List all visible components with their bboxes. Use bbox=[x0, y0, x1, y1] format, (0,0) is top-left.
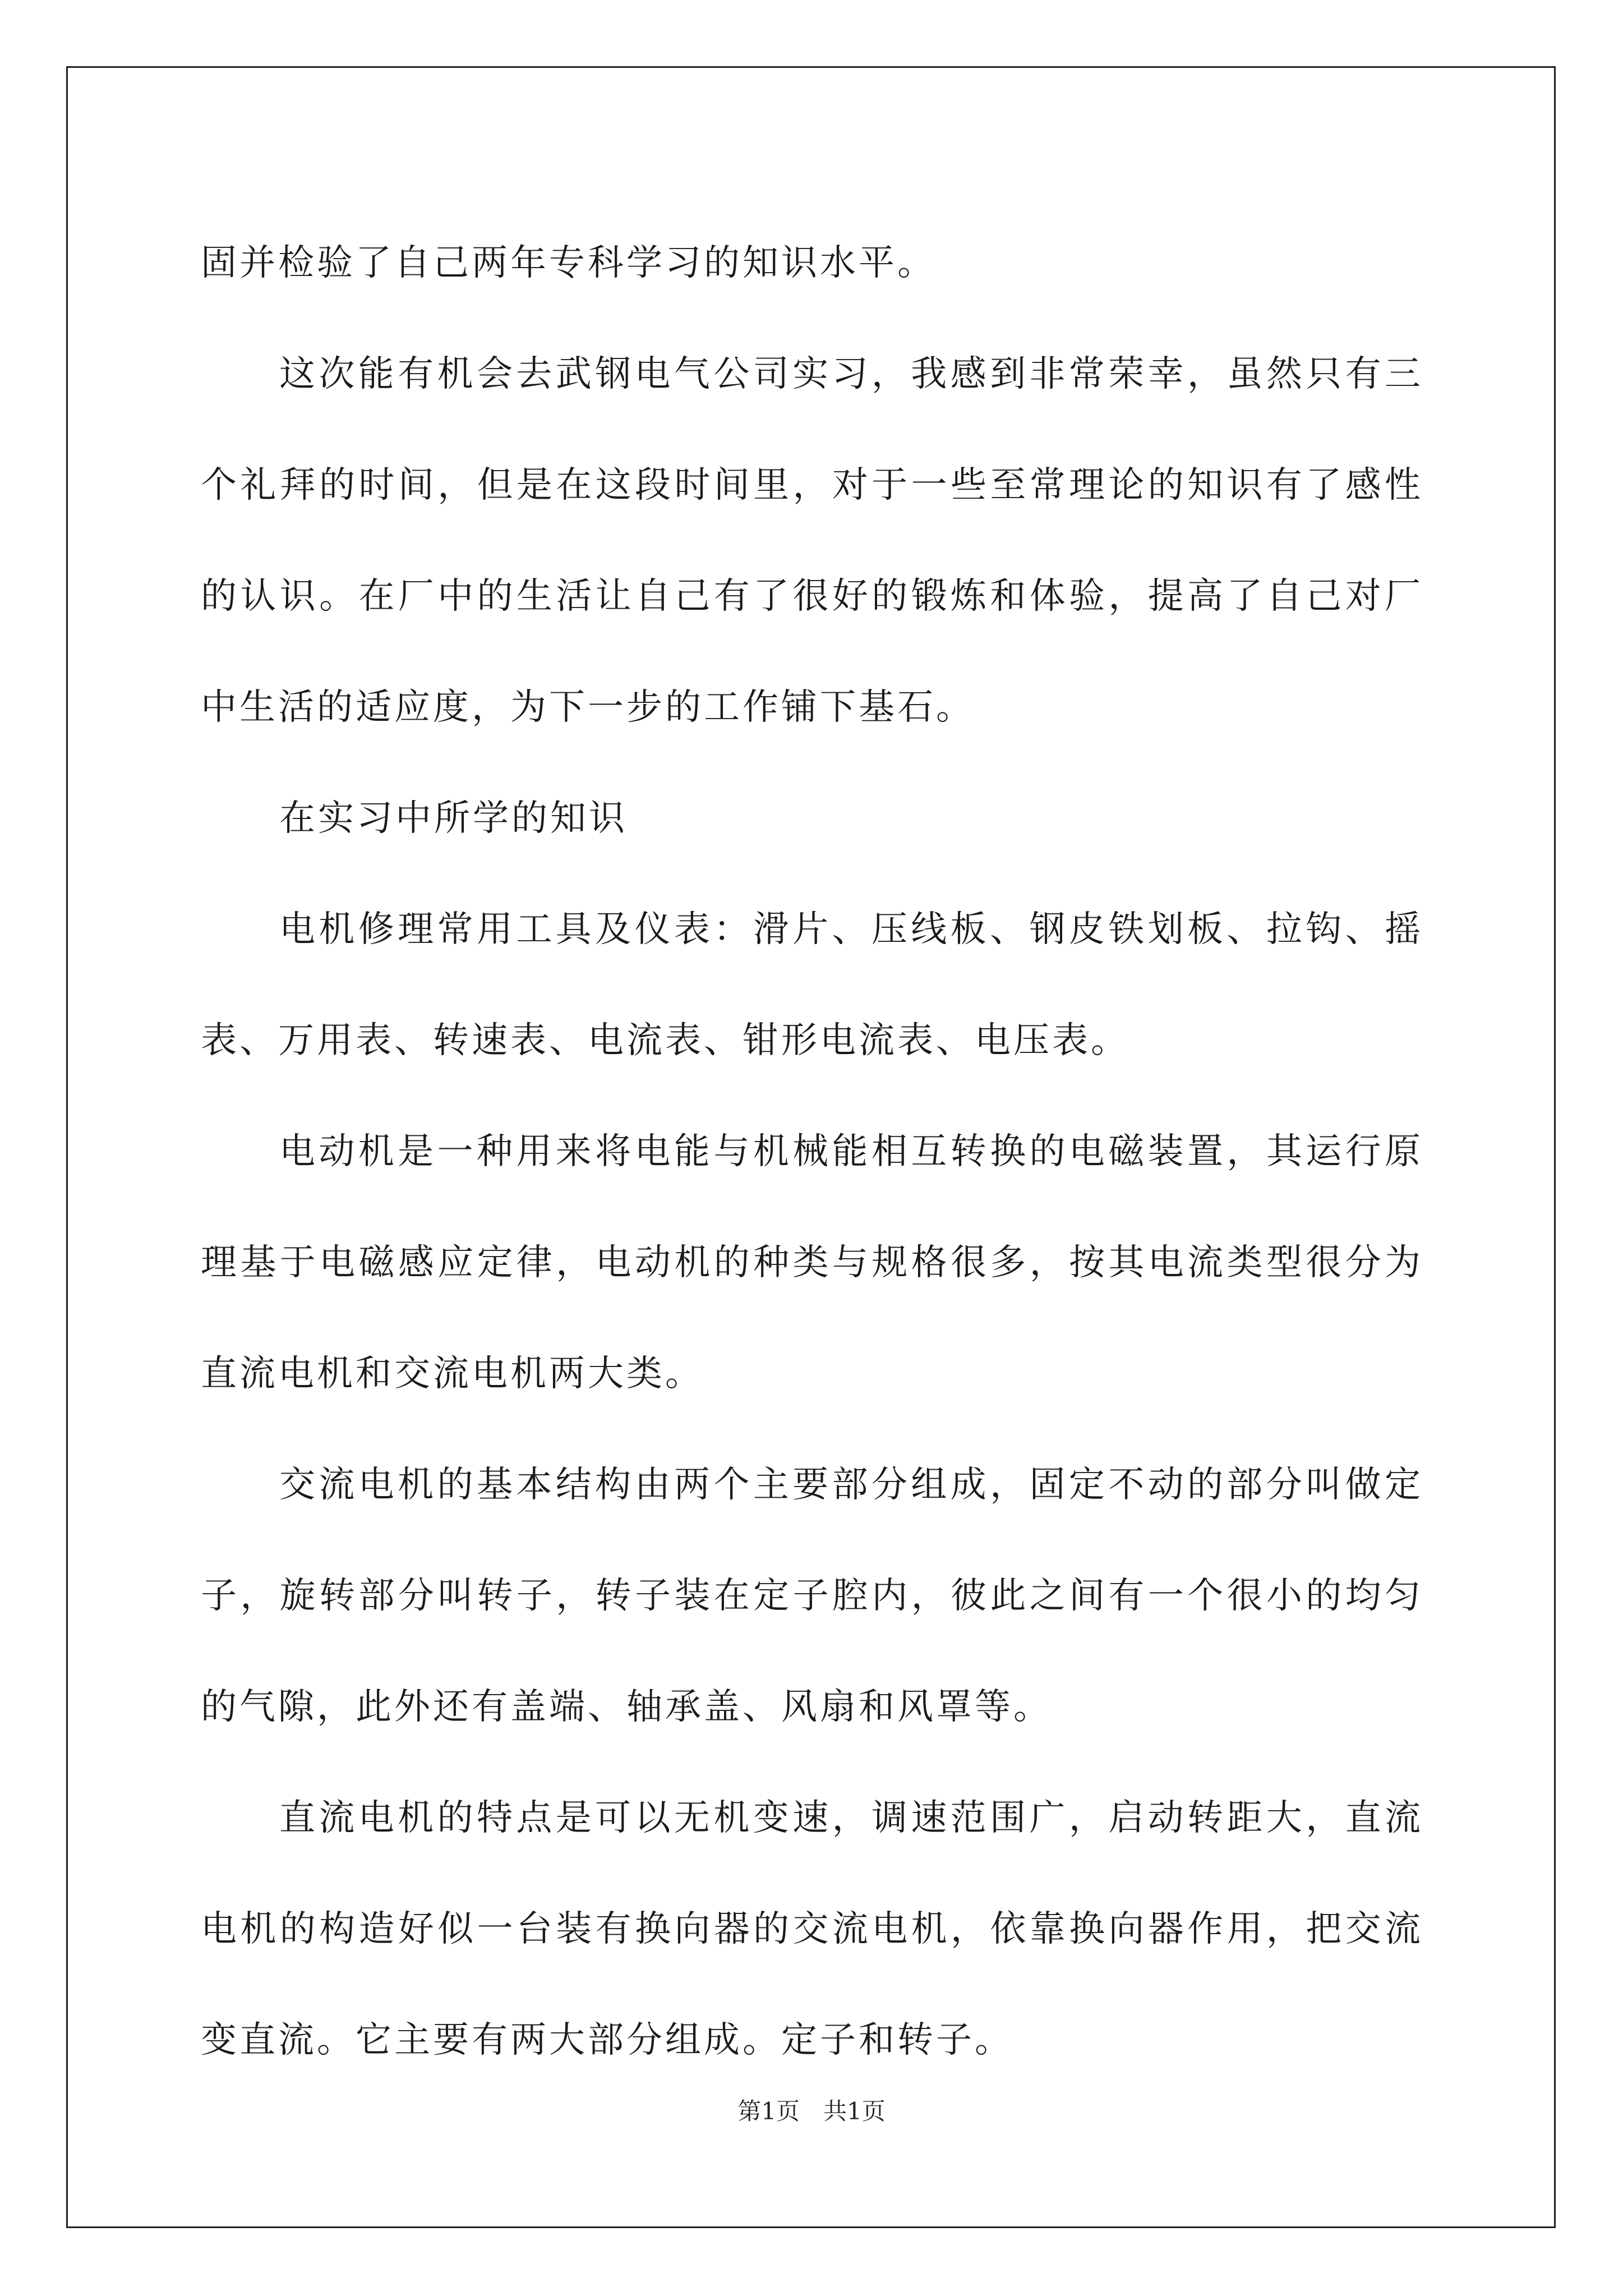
paragraph-internship-intro: 这次能有机会去武钢电气公司实习，我感到非常荣幸，虽然只有三个礼拜的时间，但是在这段时间里，对于一些至常理论的知识有了感性的认识。在厂中的生活让自己有了很好的锻炼和体验，提高了自己对厂中生活的适应度，为下一步的工作铺下基石。 bbox=[201, 353, 1423, 728]
paragraph-motor: 电动机是一种用来将电能与机械能相互转换的电磁装置，其运行原理基于电磁感应定律，电动机的种类与规格很多，按其电流类型很分为直流电机和交流电机两大类。 bbox=[201, 1131, 1423, 1395]
paragraph-tools: 电机修理常用工具及仪表：滑片、压线板、钢皮铁划板、拉钩、摇表、万用表、转速表、电流表、钳形电流表、电压表。 bbox=[201, 909, 1423, 1061]
document-body bbox=[201, 208, 1423, 2096]
paragraph-dc-motor: 直流电机的特点是可以无机变速，调速范围广，启动转距大，直流电机的构造好似一台装有换向器的交流电机，依靠换向器作用，把交流变直流。它主要有两大部分组成。定子和转子。 bbox=[201, 1797, 1423, 2061]
page-footer: 第1页 共1页 bbox=[737, 2097, 886, 2125]
paragraph-ac-motor: 交流电机的基本结构由两个主要部分组成，固定不动的部分叫做定子，旋转部分叫转子，转子装在定子腔内，彼此之间有一个很小的均匀的气隙，此外还有盖端、轴承盖、风扇和风罩等。 bbox=[201, 1464, 1423, 1728]
paragraph-continuation: 固并检验了自己两年专科学习的知识水平。 bbox=[201, 242, 936, 284]
section-heading-knowledge: 在实习中所学的知识 bbox=[279, 798, 628, 839]
